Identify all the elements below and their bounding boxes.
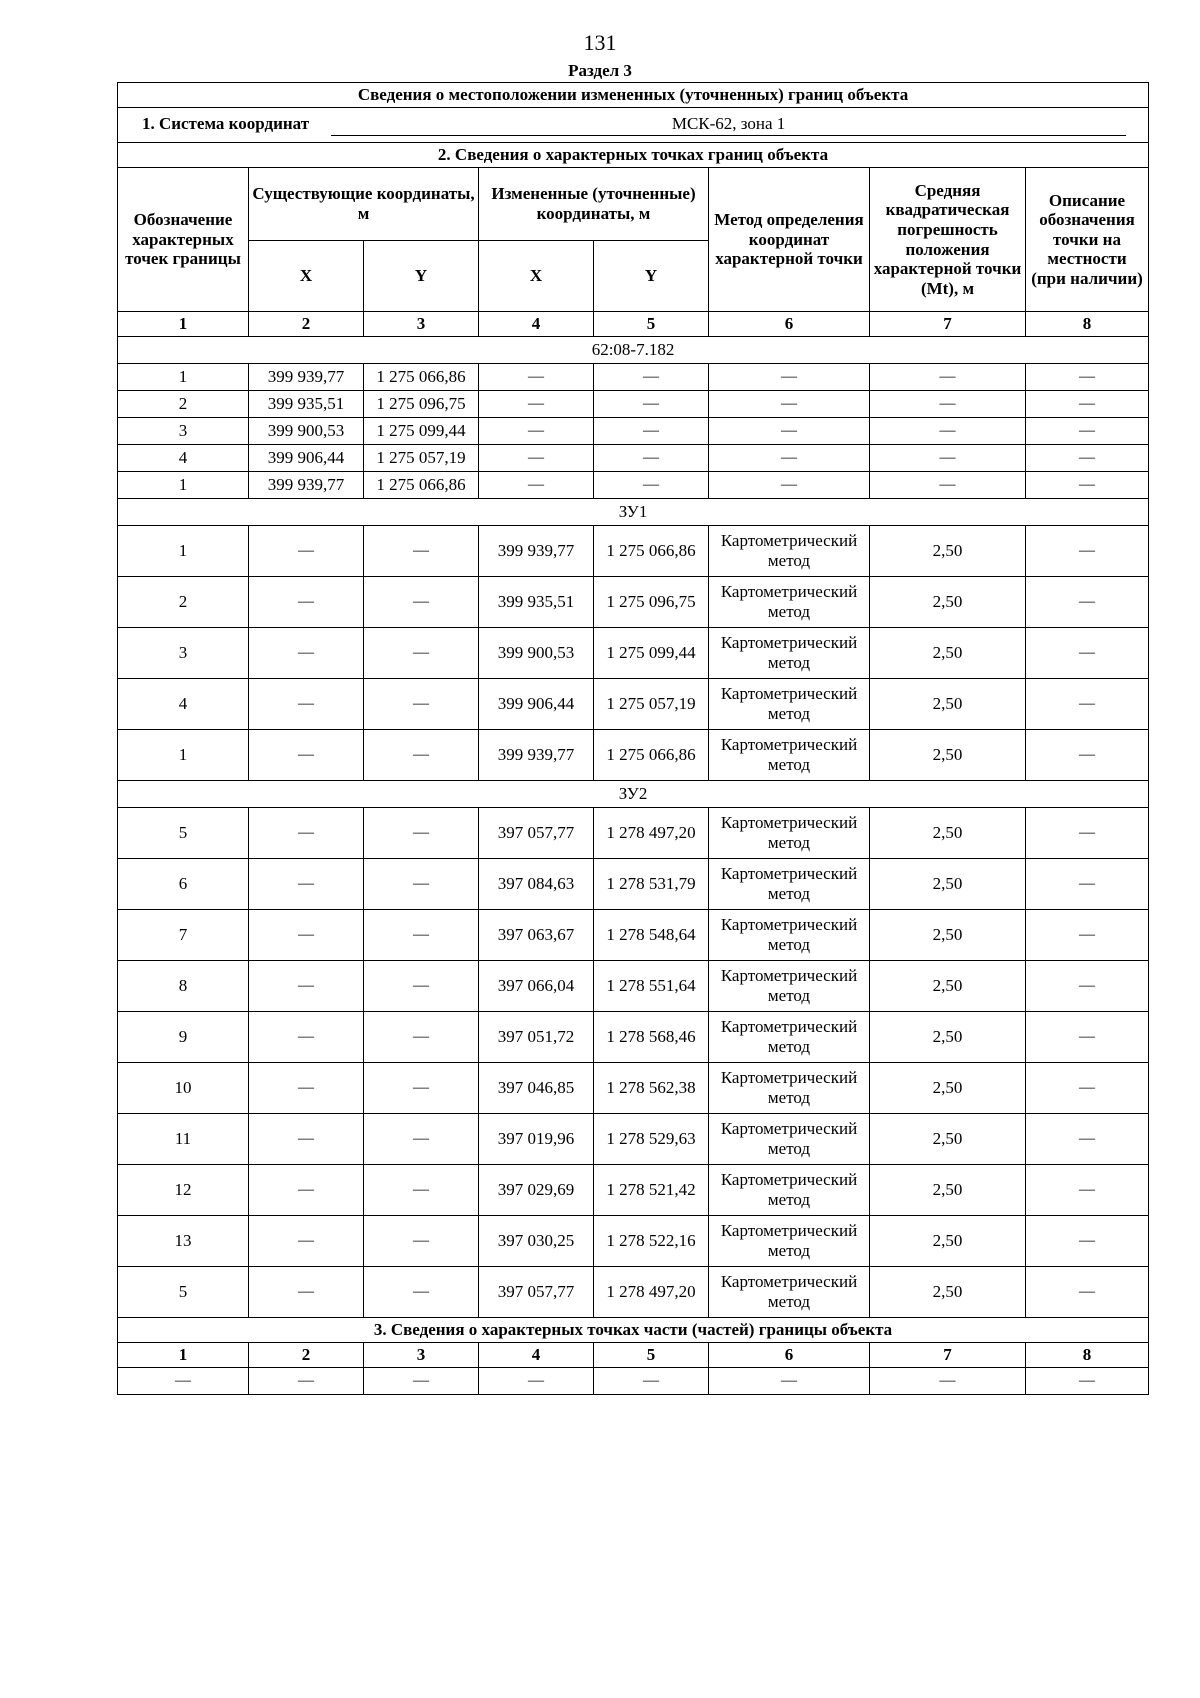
existing-y: 1 275 057,19 — [364, 445, 479, 472]
existing-y: 1 275 066,86 — [364, 472, 479, 499]
empty-dash: — — [249, 1368, 364, 1395]
method: Картометрический метод — [709, 679, 870, 730]
empty-dash: — — [1026, 679, 1149, 730]
point-number: 9 — [118, 1012, 249, 1063]
table-row — [118, 679, 1149, 730]
column-number: 8 — [1026, 1343, 1149, 1368]
changed-x: 397 029,69 — [479, 1165, 594, 1216]
empty-dash: — — [118, 1368, 249, 1395]
empty-dash: — — [1026, 1267, 1149, 1318]
point-number: 2 — [118, 391, 249, 418]
empty-dash: — — [249, 1114, 364, 1165]
empty-dash: — — [870, 391, 1026, 418]
group-name: ЗУ1 — [118, 499, 1149, 526]
method: Картометрический метод — [709, 1267, 870, 1318]
empty-dash: — — [364, 1267, 479, 1318]
empty-dash: — — [364, 1216, 479, 1267]
method: Картометрический метод — [709, 859, 870, 910]
method: Картометрический метод — [709, 1012, 870, 1063]
table-row — [118, 1267, 1149, 1318]
changed-y: 1 278 531,79 — [594, 859, 709, 910]
changed-y: 1 275 057,19 — [594, 679, 709, 730]
point-number: 11 — [118, 1114, 249, 1165]
table-row — [118, 1165, 1149, 1216]
table-row — [118, 1216, 1149, 1267]
empty-dash: — — [249, 1165, 364, 1216]
column-number: 8 — [1026, 312, 1149, 337]
point-number: 8 — [118, 961, 249, 1012]
changed-x: 399 906,44 — [479, 679, 594, 730]
point-number: 6 — [118, 859, 249, 910]
column-number: 1 — [118, 1343, 249, 1368]
existing-y: 1 275 099,44 — [364, 418, 479, 445]
header-description: Описание обозначения точки на местности (при наличии) — [1026, 168, 1149, 312]
mean-error: 2,50 — [870, 679, 1026, 730]
changed-x: 399 939,77 — [479, 526, 594, 577]
empty-dash: — — [364, 679, 479, 730]
empty-dash: — — [364, 859, 479, 910]
empty-dash: — — [594, 391, 709, 418]
existing-x: 399 900,53 — [249, 418, 364, 445]
existing-x: 399 935,51 — [249, 391, 364, 418]
empty-dash: — — [594, 472, 709, 499]
empty-dash: — — [479, 391, 594, 418]
empty-dash: — — [479, 472, 594, 499]
method: Картометрический метод — [709, 910, 870, 961]
empty-dash: — — [594, 1368, 709, 1395]
method: Картометрический метод — [709, 730, 870, 781]
mean-error: 2,50 — [870, 910, 1026, 961]
empty-dash: — — [249, 808, 364, 859]
empty-dash: — — [249, 679, 364, 730]
point-number: 5 — [118, 1267, 249, 1318]
changed-y: 1 278 522,16 — [594, 1216, 709, 1267]
empty-dash: — — [479, 1368, 594, 1395]
table-row — [118, 445, 1149, 472]
column-number: 2 — [249, 1343, 364, 1368]
empty-dash: — — [1026, 391, 1149, 418]
point-number: 13 — [118, 1216, 249, 1267]
header-method: Метод определения координат характерной точки — [709, 168, 870, 312]
empty-dash: — — [1026, 961, 1149, 1012]
point-number: 3 — [118, 628, 249, 679]
table-row — [118, 859, 1149, 910]
empty-dash: — — [364, 808, 479, 859]
column-number: 4 — [479, 1343, 594, 1368]
empty-dash: — — [364, 1368, 479, 1395]
empty-dash: — — [1026, 1012, 1149, 1063]
header-existing-y: Y — [364, 241, 479, 312]
empty-dash: — — [479, 364, 594, 391]
mean-error: 2,50 — [870, 808, 1026, 859]
changed-y: 1 275 096,75 — [594, 577, 709, 628]
point-number: 5 — [118, 808, 249, 859]
empty-dash: — — [364, 961, 479, 1012]
empty-dash: — — [870, 1368, 1026, 1395]
mean-error: 2,50 — [870, 526, 1026, 577]
empty-dash: — — [249, 910, 364, 961]
part2-title: 2. Сведения о характерных точках границ объекта — [118, 143, 1149, 168]
changed-x: 397 084,63 — [479, 859, 594, 910]
empty-dash: — — [594, 445, 709, 472]
empty-dash: — — [1026, 628, 1149, 679]
changed-x: 397 063,67 — [479, 910, 594, 961]
point-number: 1 — [118, 364, 249, 391]
mean-error: 2,50 — [870, 859, 1026, 910]
empty-dash: — — [1026, 1216, 1149, 1267]
point-number: 12 — [118, 1165, 249, 1216]
empty-dash: — — [870, 418, 1026, 445]
empty-dash: — — [364, 910, 479, 961]
empty-dash: — — [364, 730, 479, 781]
empty-dash: — — [479, 418, 594, 445]
empty-dash: — — [594, 418, 709, 445]
empty-dash: — — [1026, 730, 1149, 781]
column-number: 3 — [364, 1343, 479, 1368]
changed-x: 397 030,25 — [479, 1216, 594, 1267]
changed-x: 397 057,77 — [479, 808, 594, 859]
empty-dash: — — [1026, 526, 1149, 577]
empty-dash: — — [1026, 1063, 1149, 1114]
changed-y: 1 278 551,64 — [594, 961, 709, 1012]
method: Картометрический метод — [709, 1216, 870, 1267]
mean-error: 2,50 — [870, 628, 1026, 679]
empty-dash: — — [249, 1267, 364, 1318]
column-number: 5 — [594, 1343, 709, 1368]
empty-dash: — — [249, 730, 364, 781]
point-number: 2 — [118, 577, 249, 628]
column-numbers-row — [118, 1343, 1149, 1368]
boundary-points-table — [117, 82, 1149, 1395]
empty-dash: — — [1026, 808, 1149, 859]
empty-dash: — — [709, 445, 870, 472]
empty-dash: — — [1026, 418, 1149, 445]
mean-error: 2,50 — [870, 1267, 1026, 1318]
column-number: 1 — [118, 312, 249, 337]
empty-dash: — — [364, 1012, 479, 1063]
group-row — [118, 781, 1149, 808]
table-row — [118, 910, 1149, 961]
empty-dash: — — [249, 1216, 364, 1267]
table-row — [118, 808, 1149, 859]
changed-y: 1 278 521,42 — [594, 1165, 709, 1216]
empty-dash: — — [870, 445, 1026, 472]
mean-error: 2,50 — [870, 1114, 1026, 1165]
table-row — [118, 961, 1149, 1012]
empty-dash: — — [364, 1165, 479, 1216]
changed-x: 399 939,77 — [479, 730, 594, 781]
changed-x: 397 066,04 — [479, 961, 594, 1012]
header-existing-x: X — [249, 241, 364, 312]
mean-error: 2,50 — [870, 577, 1026, 628]
method: Картометрический метод — [709, 1063, 870, 1114]
section-title: Раздел 3 — [568, 61, 632, 80]
existing-y: 1 275 096,75 — [364, 391, 479, 418]
table-row — [118, 1114, 1149, 1165]
point-number: 4 — [118, 679, 249, 730]
coord-system-row — [118, 108, 1149, 143]
changed-y: 1 278 568,46 — [594, 1012, 709, 1063]
changed-y: 1 278 497,20 — [594, 808, 709, 859]
empty-dash: — — [249, 577, 364, 628]
column-numbers-row — [118, 312, 1149, 337]
empty-dash: — — [1026, 577, 1149, 628]
empty-dash: — — [1026, 1114, 1149, 1165]
changed-x: 397 019,96 — [479, 1114, 594, 1165]
empty-dash: — — [364, 628, 479, 679]
changed-y: 1 275 099,44 — [594, 628, 709, 679]
group-name: 62:08-7.182 — [118, 337, 1149, 364]
method: Картометрический метод — [709, 628, 870, 679]
coord-system-label: 1. Система координат — [141, 113, 310, 133]
method: Картометрический метод — [709, 1165, 870, 1216]
empty-dash: — — [1026, 910, 1149, 961]
header-changed-x: X — [479, 241, 594, 312]
table-row — [118, 1063, 1149, 1114]
empty-dash: — — [364, 526, 479, 577]
header-changed-y: Y — [594, 241, 709, 312]
changed-y: 1 278 562,38 — [594, 1063, 709, 1114]
empty-dash: — — [1026, 1165, 1149, 1216]
changed-x: 397 057,77 — [479, 1267, 594, 1318]
empty-dash: — — [249, 961, 364, 1012]
empty-dash: — — [364, 577, 479, 628]
empty-dash: — — [870, 472, 1026, 499]
changed-x: 397 046,85 — [479, 1063, 594, 1114]
empty-dash: — — [1026, 1368, 1149, 1395]
coord-system-value: МСК-62, зона 1 — [331, 114, 1126, 137]
table-row — [118, 730, 1149, 781]
method: Картометрический метод — [709, 808, 870, 859]
method: Картометрический метод — [709, 961, 870, 1012]
group-row — [118, 337, 1149, 364]
point-number: 1 — [118, 526, 249, 577]
method: Картометрический метод — [709, 1114, 870, 1165]
empty-dash: — — [709, 364, 870, 391]
table-row — [118, 472, 1149, 499]
point-number: 10 — [118, 1063, 249, 1114]
empty-dash: — — [709, 1368, 870, 1395]
method: Картометрический метод — [709, 526, 870, 577]
column-number: 6 — [709, 312, 870, 337]
table-row — [118, 526, 1149, 577]
empty-dash: — — [249, 526, 364, 577]
empty-dash: — — [1026, 364, 1149, 391]
column-number: 6 — [709, 1343, 870, 1368]
mean-error: 2,50 — [870, 1012, 1026, 1063]
existing-y: 1 275 066,86 — [364, 364, 479, 391]
changed-y: 1 278 497,20 — [594, 1267, 709, 1318]
empty-dash: — — [709, 418, 870, 445]
table-row — [118, 364, 1149, 391]
changed-y: 1 275 066,86 — [594, 526, 709, 577]
existing-x: 399 939,77 — [249, 472, 364, 499]
column-number: 7 — [870, 1343, 1026, 1368]
empty-dash: — — [364, 1063, 479, 1114]
point-number: 1 — [118, 472, 249, 499]
empty-dash: — — [249, 1012, 364, 1063]
column-number: 4 — [479, 312, 594, 337]
empty-dash: — — [709, 391, 870, 418]
method: Картометрический метод — [709, 577, 870, 628]
point-number: 1 — [118, 730, 249, 781]
point-number: 7 — [118, 910, 249, 961]
changed-y: 1 275 066,86 — [594, 730, 709, 781]
point-number: 4 — [118, 445, 249, 472]
table-row — [118, 577, 1149, 628]
table-row — [118, 628, 1149, 679]
part3-title: 3. Сведения о характерных точках части (частей) границы объекта — [118, 1318, 1149, 1343]
group-row — [118, 499, 1149, 526]
empty-dash: — — [870, 364, 1026, 391]
header-mean-error: Средняя квадратическая погрешность положения характерной точки (Mt), м — [870, 168, 1026, 312]
empty-dash: — — [709, 472, 870, 499]
column-number: 2 — [249, 312, 364, 337]
point-number: 3 — [118, 418, 249, 445]
existing-x: 399 939,77 — [249, 364, 364, 391]
mean-error: 2,50 — [870, 961, 1026, 1012]
page-number: 131 — [583, 30, 617, 55]
changed-x: 399 900,53 — [479, 628, 594, 679]
changed-y: 1 278 529,63 — [594, 1114, 709, 1165]
group-name: ЗУ2 — [118, 781, 1149, 808]
empty-dash: — — [249, 859, 364, 910]
empty-dash: — — [364, 1114, 479, 1165]
column-number: 7 — [870, 312, 1026, 337]
mean-error: 2,50 — [870, 1063, 1026, 1114]
mean-error: 2,50 — [870, 730, 1026, 781]
table-row — [118, 418, 1149, 445]
table-title: Сведения о местоположении измененных (уточненных) границ объекта — [118, 83, 1149, 108]
table-row — [118, 1368, 1149, 1395]
table-row — [118, 391, 1149, 418]
empty-dash: — — [1026, 859, 1149, 910]
mean-error: 2,50 — [870, 1165, 1026, 1216]
mean-error: 2,50 — [870, 1216, 1026, 1267]
empty-dash: — — [1026, 445, 1149, 472]
column-number: 3 — [364, 312, 479, 337]
empty-dash: — — [594, 364, 709, 391]
header-existing-coords: Существующие координаты, м — [249, 168, 479, 241]
table-row — [118, 1012, 1149, 1063]
header-changed-coords: Измененные (уточненные) координаты, м — [479, 168, 709, 241]
empty-dash: — — [479, 445, 594, 472]
changed-x: 399 935,51 — [479, 577, 594, 628]
header-point-designation: Обозначение характерных точек границы — [118, 168, 249, 312]
empty-dash: — — [249, 1063, 364, 1114]
changed-y: 1 278 548,64 — [594, 910, 709, 961]
empty-dash: — — [249, 628, 364, 679]
existing-x: 399 906,44 — [249, 445, 364, 472]
column-number: 5 — [594, 312, 709, 337]
empty-dash: — — [1026, 472, 1149, 499]
changed-x: 397 051,72 — [479, 1012, 594, 1063]
